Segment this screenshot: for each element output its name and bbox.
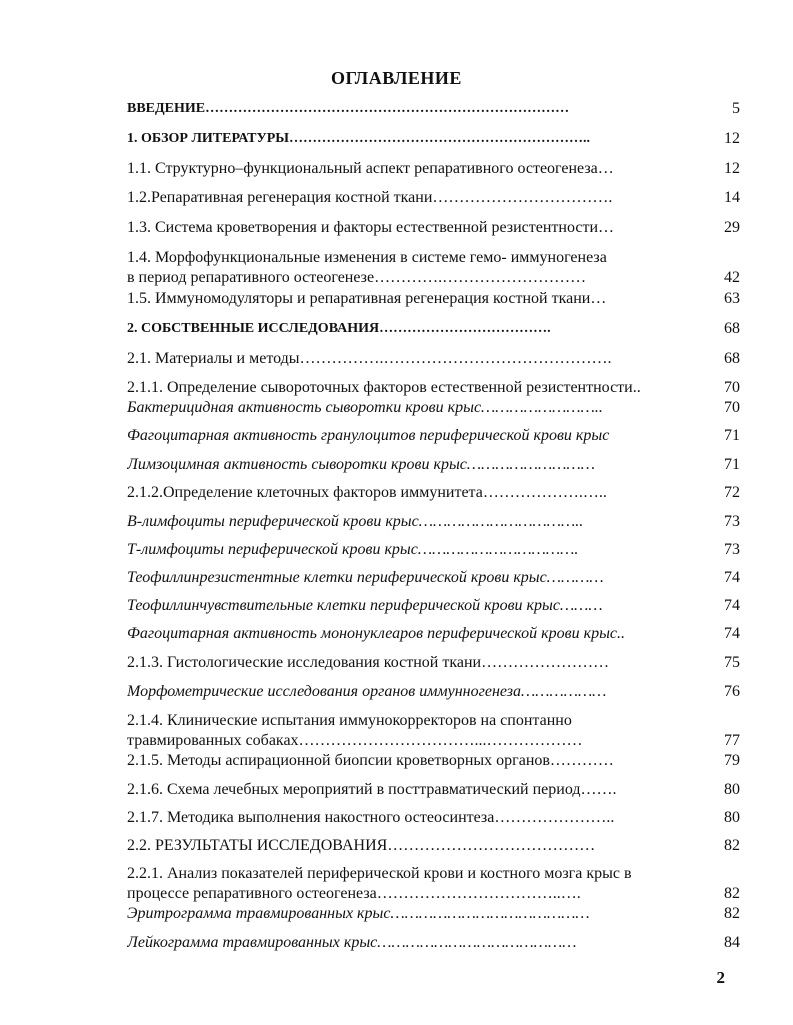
toc-page-number: 80 — [724, 781, 740, 798]
toc-page-number: 71 — [724, 427, 740, 444]
toc-entry: 2.1.3. Гистологические исследования костной ткани…………………… — [127, 654, 610, 671]
toc-entry-subsection: Бактерицидная активность сыворотки крови крыс…………………….. — [127, 399, 603, 416]
toc-entry: 2.1.5. Методы аспирационной биопсии кроветворных органов………… — [127, 752, 614, 769]
toc-page-number: 70 — [724, 399, 740, 416]
toc-page-number: 74 — [724, 625, 740, 642]
toc-page-number: 68 — [724, 320, 740, 337]
toc-page-number: 82 — [724, 885, 740, 902]
toc-page-number: 76 — [724, 683, 740, 700]
toc-page-number: 77 — [724, 732, 740, 749]
toc-entry-continuation: процессе репаративного остеогенеза……………………………..…. — [127, 885, 581, 902]
toc-entry-subsection: В-лимфоциты периферической крови крыс…………………………….. — [127, 513, 584, 530]
toc-entry-subsection: Теофиллинчувствительные клетки периферической крови крыс……… — [127, 597, 603, 614]
toc-entry: 2.1.4. Клинические испытания иммунокорректоров на спонтанно — [127, 712, 572, 729]
toc-page-number: 29 — [724, 219, 740, 236]
toc-entry: 1.2.Репаративная регенерация костной ткани……………………………. — [127, 189, 613, 206]
toc-page-number: 74 — [724, 597, 740, 614]
toc-entry-literature-review: 1. ОБЗОР ЛИТЕРАТУРЫ……………………………………………………….. — [127, 131, 591, 146]
toc-entry-subsection: Морфометрические исследования органов иммунногенеза……………… — [127, 683, 607, 700]
toc-entry: 1.3. Система кроветворения и факторы естественной резистентности… — [127, 219, 615, 236]
toc-page-number: 5 — [732, 100, 740, 117]
toc-page-number: 73 — [724, 541, 740, 558]
toc-page-number: 68 — [724, 350, 740, 367]
toc-entry: 2.1.1. Определение сывороточных факторов естественной резистентности.. — [127, 379, 641, 396]
toc-page-number: 80 — [724, 809, 740, 826]
toc-entry-subsection: Лимзоцимная активность сыворотки крови крыс……………………… — [127, 456, 595, 473]
toc-page-number: 82 — [724, 837, 740, 854]
toc-entry: 2.2.1. Анализ показателей периферической крови и костного мозга крыс в — [127, 865, 632, 882]
toc-page-number: 82 — [724, 905, 740, 922]
toc-entry: 2.1.7. Методика выполнения накостного остеосинтеза………………….. — [127, 809, 615, 826]
toc-page-number: 79 — [724, 752, 740, 769]
toc-page-number: 14 — [724, 189, 740, 206]
toc-page-number: 72 — [724, 484, 740, 501]
toc-entry: 1.1. Структурно–функциональный аспект репаративного остеогенеза… — [127, 160, 614, 177]
toc-page-number: 63 — [724, 290, 740, 307]
toc-entry: 2.1. Материалы и методы…………….……………………………………. — [127, 350, 612, 367]
toc-page-number: 42 — [724, 269, 740, 286]
toc-page-number: 84 — [724, 934, 740, 951]
toc-page-number: 74 — [724, 569, 740, 586]
toc-page-number: 75 — [724, 654, 740, 671]
toc-entry-subsection: Теофиллинрезистентные клетки периферической крови крыс………… — [127, 569, 604, 586]
toc-entry-introduction: ВВЕДЕНИЕ…………………………………………………………………… — [127, 101, 570, 116]
toc-page-number: 73 — [724, 513, 740, 530]
page-number: 2 — [716, 968, 725, 987]
toc-entry: 1.4. Морфофункциональные изменения в системе гемо- иммуногенеза — [127, 249, 607, 266]
toc-entry-continuation: в период репаративного остеогенезе………….……………………… — [127, 269, 587, 286]
toc-page-number: 70 — [724, 379, 740, 396]
toc-entry: 2.1.2.Определение клеточных факторов иммунитета……………….….. — [127, 484, 607, 501]
toc-entry: 2.1.6. Схема лечебных мероприятий в посттравматический период……. — [127, 781, 617, 798]
toc-entry-results: 2.2. РЕЗУЛЬТАТЫ ИССЛЕДОВАНИЯ………………………………… — [127, 837, 596, 854]
toc-entry: 1.5. Иммуномодуляторы и репаративная регенерация костной ткани… — [127, 290, 607, 307]
toc-page-number: 71 — [724, 456, 740, 473]
toc-page-number: 12 — [724, 130, 740, 147]
toc-entry-subsection: Лейкограмма травмированных крыс…………………………………… — [127, 934, 577, 951]
toc-entry-subsection: Т-лимфоциты периферической крови крыс……………………………. — [127, 541, 579, 558]
toc-entry-subsection: Фагоцитарная активность мононуклеаров периферической крови крыс.. — [127, 625, 625, 642]
page-title: ОГЛАВЛЕНИЕ — [331, 68, 462, 88]
toc-page-number: 12 — [724, 160, 740, 177]
toc-entry-subsection: Фагоцитарная активность гранулоцитов периферической крови крыс — [127, 427, 610, 444]
toc-entry-continuation: травмированных собаках……………………………...……………… — [127, 732, 583, 749]
toc-entry-subsection: Эритрограмма травмированных крыс…………………………………… — [127, 905, 590, 922]
toc-entry-own-research: 2. СОБСТВЕННЫЕ ИССЛЕДОВАНИЯ………………………………. — [127, 321, 551, 336]
